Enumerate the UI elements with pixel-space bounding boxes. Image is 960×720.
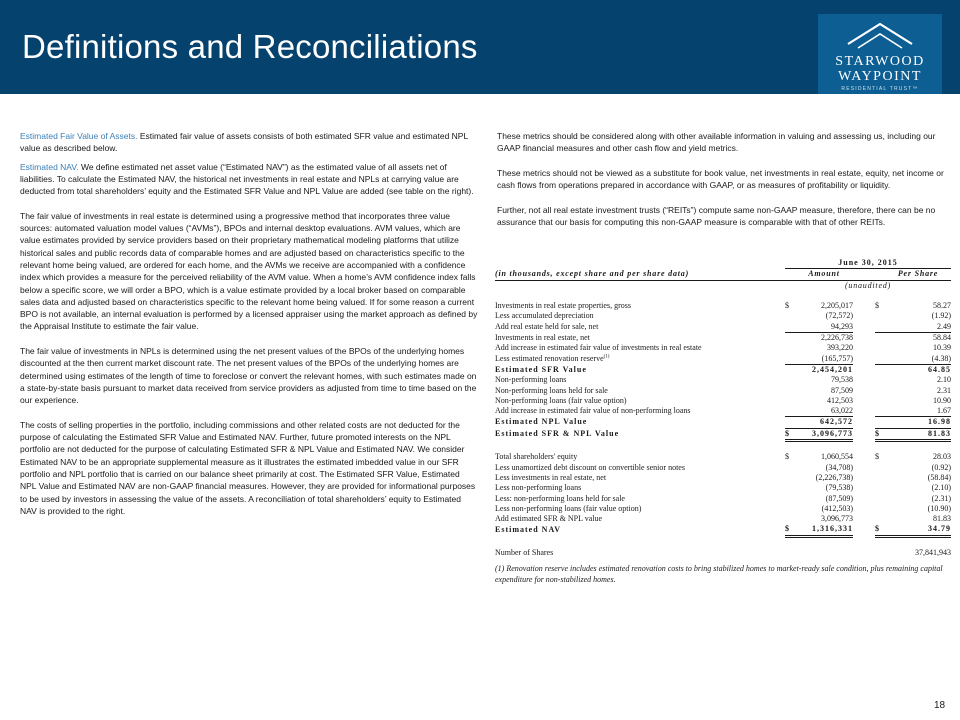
row-label [495,428,785,440]
row-per-share: 34.79 [885,524,951,536]
row-currency-amount [785,504,795,514]
table-row [495,473,951,483]
row-amount: (412,503) [821,503,853,513]
right-column [497,130,952,228]
column-header-per-share: Per Share [885,269,951,280]
row-currency-per-share [875,463,885,473]
paragraph-selling-costs: The costs of selling properties in the portfolio, including commissions and other related costs are not deducted for the purpose of calculating the Estimated SFR Value and Estimated NAV. Further, future promoted interests on the NPL portfolio are not deducted for the purpose of calculating Estimated SFR & NPL Value and Estimated NAV. We consider Estimated NAV to be an appropriate supplemental measure as it illustrates the estimated imbedded value in our SFR portfolio and NPL portfolio that is carried on our balance sheet primarily at cost. The Estimated SFR Value, Estimated NPL Value and Estimated NAV are non-GAAP financial measures. However, they are provided for informational purposes to be used by investors in assessing the value of the assets. A reconciliation of total shareholders’ equity to Estimated NAV is provided to the right. [20,419,476,516]
roof-icon [818,14,942,54]
table-row [495,343,951,353]
row-label-text: Less unamortized debt discount on convertible senior notes [495,462,685,472]
table-row [495,333,951,344]
paragraph-real-estate-fair-value: The fair value of investments in real estate is determined using a progressive method that incorporates three value sources: automated valuation model values (“AVMs”), BPOs and internal desktop evaluations. AVM values, which are value estimates provided by service providers based on their proprietary mathematical modeling platforms that utilize historical sales and public records data of comparable homes and are adjusted based on characteristics specific to the relevant home being valued, are ordered for each home, and the AVMs we receive are accompanied with a confidence index which provides a measure for the perceived reliability of the AVM value. When a home’s AVM confidence index falls below a specific score, we will order a BPO, which is a value estimate provided by a local broker based on comparable sales data and adjusted based on characteristics specific to the relevant home being valued. If for some reason a current BPO is not available, an internal evaluation is performed by a licensed appraiser using the market approach as defined by the Appraisal Institute to estimate the fair value. [20,210,478,332]
row-currency-amount [785,494,795,504]
row-label [495,504,785,514]
row-amount: (72,572) [825,311,853,321]
page-number: 18 [934,700,946,711]
row-per-share: 10.39 [933,343,951,353]
row-label-text: Estimated NAV [495,525,561,535]
row-per-share: (2.31) [931,493,951,503]
row-currency-amount [785,417,795,428]
table-row [495,396,951,406]
row-per-share: 2.31 [937,385,951,395]
row-per-share: (10.90) [927,503,951,513]
table-footnote: (1) Renovation reserve includes estimated renovation costs to bring stabilized homes to market-ready sale condition, plus remaining capital expenditure for non-stabilized homes. [495,564,943,584]
row-currency-amount [785,396,795,406]
table-row [495,322,951,333]
row-label-text: Less: non-performing loans held for sale [495,493,625,503]
row-label-text: Estimated SFR & NPL Value [495,429,620,439]
row-currency-per-share [875,396,885,406]
row-amount: 1,316,331 [795,524,853,536]
row-label-text: Add increase in estimated fair value of non-performing loans [495,406,691,416]
row-currency-amount [785,463,795,473]
row-amount: (34,708) [825,462,853,472]
paragraph-metrics-substitute: These metrics should not be viewed as a substitute for book value, net investments in real estate, equity, net income or cash flows from operations prepared in accordance with GAAP, or as measures of profitability or liquidity. [497,167,944,191]
nav-reconciliation-table [495,258,951,585]
row-per-share: 58.27 [933,301,951,311]
row-currency-per-share [875,504,885,514]
row-amount: 412,503 [827,395,853,405]
table-row [495,406,951,417]
row-per-share: 2.10 [937,375,951,385]
row-label-text: Estimated SFR Value [495,364,587,374]
definition-fair-value-text: Estimated fair value of assets consists of both estimated SFR value and estimated NPL value as described below. [20,131,468,154]
row-label [495,396,785,406]
row-label [495,322,785,333]
table-row [495,417,951,428]
logo-line-3: RESIDENTIAL TRUST™ [841,86,919,92]
table-row [495,386,951,396]
row-amount: 1,060,554 [821,452,853,462]
shares-label: Number of Shares [495,548,554,558]
shares-row [495,548,951,558]
paragraph-reits: Further, not all real estate investment trusts (“REITs”) compute same non-GAAP measure, therefore, there can be no assurance that our basis for computing this non-GAAP measure is comparable with that of other REITs. [497,204,936,228]
footnote-marker: (1) [603,354,610,360]
row-per-share: 81.83 [885,428,951,440]
row-amount: 3,096,773 [821,514,853,524]
row-currency-per-share [875,473,885,483]
row-label-text: Investments in real estate properties, gross [495,301,631,311]
row-currency-per-share: $ [875,428,885,440]
row-label [495,311,785,321]
row-per-share: 64.85 [928,364,951,374]
row-currency-amount [785,311,795,321]
row-currency-amount [785,375,795,385]
row-label [495,463,785,473]
row-label-text: Less estimated renovation reserve [495,353,604,363]
table-unaudited: (unaudited) [844,280,892,290]
table-row [495,364,951,375]
row-amount: 393,220 [827,343,853,353]
table-units-label: (in thousands, except share and per share data) [495,269,785,280]
row-currency-amount: $ [785,452,789,462]
row-label [495,386,785,396]
row-label [495,343,785,353]
row-per-share: 10.90 [933,395,951,405]
row-label [495,301,785,311]
row-label [495,375,785,385]
row-currency-amount [785,354,795,365]
row-amount: 87,509 [831,385,853,395]
row-currency-per-share [875,322,885,333]
row-per-share: 28.03 [933,452,951,462]
row-label [495,494,785,504]
logo-line-2: WAYPOINT [838,69,922,84]
row-amount: 2,205,017 [821,301,853,311]
paragraph-metrics-considered: These metrics should be considered along with other available information in valuing and assessing us, including our GAAP financial measures and other cash flow and yield metrics. [497,131,936,154]
row-label-text: Less non-performing loans [495,483,582,493]
row-currency-per-share [875,406,885,417]
row-label [495,473,785,483]
row-label-text: Less non-performing loans (fair value option) [495,503,642,513]
row-label [495,483,785,493]
paragraph-npl-fair-value: The fair value of investments in NPLs is determined using the net present values of the BPOs of the underlying homes discounted at the then current market discount rate. The net present values of the BPOs of the underlying homes are determined using estimates of the length of time to foreclose or convert the relevant homes, with such estimates made on a state-by-state basis pursuant to market data received from service providers as adjusted from time to time based on the our experience. [20,346,477,406]
row-per-share: 81.83 [933,514,951,524]
table-row [495,428,951,440]
row-amount: 79,538 [831,375,853,385]
table-row [495,494,951,504]
row-label [495,333,785,344]
row-label-text: Non-performing loans [495,375,567,385]
row-per-share: (2.10) [931,483,951,493]
definition-nav [20,161,478,198]
row-label [495,364,785,375]
row-currency-per-share [875,311,885,321]
row-label [495,524,785,536]
row-currency-amount [785,406,795,417]
column-header-amount: Amount [795,269,853,280]
row-amount: (165,757) [795,354,853,365]
row-currency-per-share [875,343,885,353]
row-per-share: (0.92) [931,462,951,472]
row-label-text: Less accumulated depreciation [495,311,594,321]
table-row [495,483,951,493]
row-currency-amount [785,473,795,483]
row-currency-amount [785,386,795,396]
row-amount: (2,226,738) [815,472,853,482]
term-fair-value: Estimated Fair Value of Assets. [20,131,138,141]
row-currency-amount [785,333,795,344]
definition-fair-value [20,130,478,155]
row-per-share: 1.67 [885,406,951,417]
table-row [495,354,951,365]
row-label-text: Investments in real estate, net [495,332,590,342]
row-currency-amount [785,343,795,353]
row-currency-amount [785,483,795,493]
company-logo [818,14,942,94]
row-amount: 63,022 [795,406,853,417]
row-amount: 2,454,201 [812,364,853,374]
row-currency-per-share [875,494,885,504]
row-per-share: 58.84 [933,333,951,343]
row-amount: 2,226,738 [821,333,853,343]
row-label-text: Add estimated SFR & NPL value [495,514,603,524]
row-currency-per-share [875,417,885,428]
row-currency-per-share: $ [875,452,879,462]
table-period: June 30, 2015 [785,258,951,269]
row-currency-per-share [875,364,885,375]
row-label [495,452,785,462]
shares-value: 37,841,943 [915,548,951,558]
row-label-text: Add real estate held for sale, net [495,322,599,332]
row-amount: (87,509) [825,493,853,503]
row-per-share: 2.49 [885,322,951,333]
row-label [495,417,785,428]
row-amount: 642,572 [795,417,853,428]
row-per-share: (4.38) [885,354,951,365]
term-nav: Estimated NAV. [20,161,79,172]
row-per-share: (1.92) [931,311,951,321]
page-title: Definitions and Reconciliations [22,28,478,65]
table-row [495,452,951,462]
row-currency-per-share [875,375,885,385]
row-label-text: Non-performing loans (fair value option) [495,395,627,405]
row-currency-per-share [875,354,885,365]
table-row [495,375,951,385]
row-label-text: Total shareholders' equity [495,452,578,462]
row-amount: 3,096,773 [795,428,853,440]
row-per-share: 16.98 [885,417,951,428]
row-currency-amount [785,322,795,333]
row-per-share: (58.84) [927,472,951,482]
row-currency-amount: $ [785,428,795,440]
left-column [20,130,478,517]
row-currency-per-share: $ [875,301,879,311]
row-currency-per-share [875,333,885,344]
row-currency-amount: $ [785,524,795,536]
row-amount: (79,538) [825,483,853,493]
row-label [495,406,785,417]
table-row [495,301,951,311]
table-row [495,311,951,321]
row-currency-per-share: $ [875,524,885,536]
row-label [495,514,785,524]
row-currency-per-share [875,514,885,524]
row-currency-amount [785,364,795,375]
row-label-text: Non-performing loans held for sale [495,385,608,395]
row-currency-per-share [875,386,885,396]
table-row [495,504,951,514]
row-currency-amount: $ [785,301,789,311]
logo-line-1: STARWOOD [835,54,925,69]
table-row [495,463,951,473]
definition-nav-text: We define estimated net asset value (“Estimated NAV”) as the estimated value of all assets net of liabilities. To calculate the Estimated NAV, the historical net investments in real estate and NPLs at carrying value are deducted from total shareholders’ equity and the Estimated SFR Value and NPL Value are added (see table on the right). [20,161,474,197]
row-amount: 94,293 [795,322,853,333]
table-row [495,524,951,536]
header-band [0,0,960,94]
table-row [495,514,951,524]
row-currency-per-share [875,483,885,493]
row-label [495,354,785,365]
row-label-text: Estimated NPL Value [495,417,588,427]
row-currency-amount [785,514,795,524]
row-label-text: Add increase in estimated fair value of investments in real estate [495,343,702,353]
row-label-text: Less investments in real estate, net [495,472,607,482]
